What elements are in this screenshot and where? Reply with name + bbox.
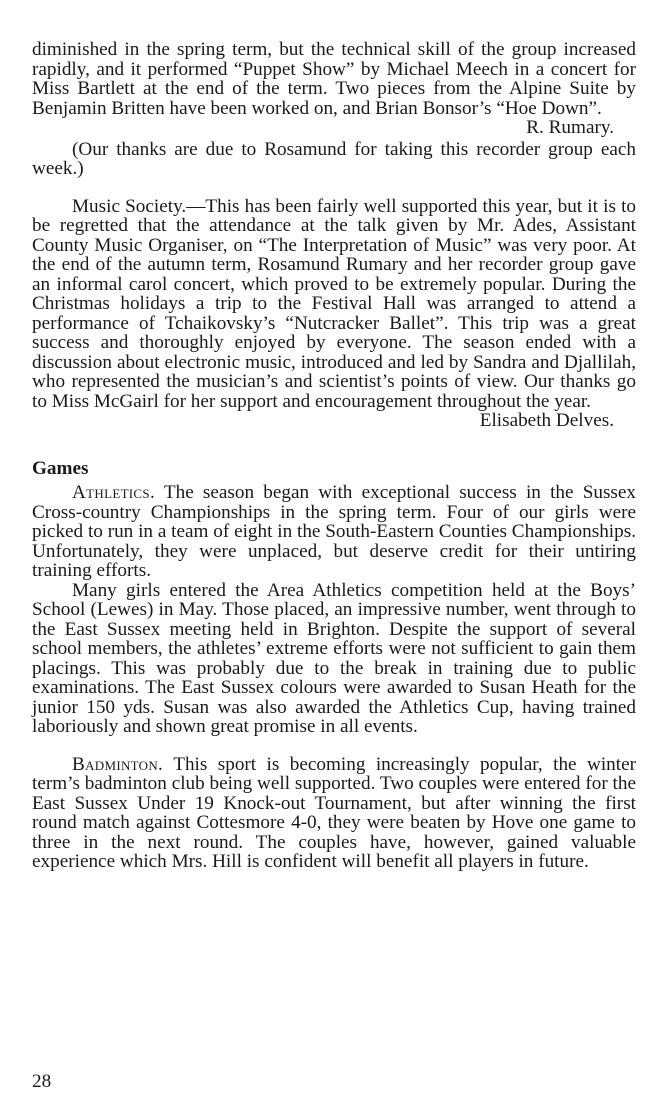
- music-society-signature: Elisabeth Delves.: [479, 410, 614, 431]
- badminton-label: Badminton.: [72, 753, 164, 775]
- athletics-paragraph-1: [32, 483, 636, 581]
- recorder-group-signature: R. Rumary.: [526, 117, 614, 138]
- page-content: [32, 40, 636, 872]
- athletics-label: Athletics.: [72, 482, 156, 503]
- badminton-paragraph: [32, 755, 636, 872]
- page-number: 28: [32, 1071, 52, 1092]
- recorder-group-continuation: diminished in the spring term, but the technical skill of the group increased rapidly, and it performed “Puppet Show” by Michael Meech in a concert for Miss Bartlett at the end of the term. Two pieces from the Alpine Suite by Benjamin Britten have been worked on, and Brian Bonsor’s “Hoe Down”.: [32, 39, 636, 119]
- athletics-paragraph-2: Many girls entered the Area Athletics competition held at the Boys’ School (Lewes) in May. Those placed, an impressive number, went through to the East Sussex meeting held in Brighton. Despite the support of several school members, the athletes’ extreme efforts were not sufficient to gain them placings. This was probably due to the break in training due to public examinations. The East Sussex colours were awarded to Susan Heath for the junior 150 yds. Susan was also awarded the Athletics Cup, having trained laboriously and shown great promise in all events.: [32, 579, 636, 737]
- music-society-paragraph: Music Society.—This has been fairly well supported this year, but it is to be regretted that the attendance at the talk given by Mr. Ades, Assistant County Music Organiser, on “The Interpretation of Music” was very poor. At the end of the autumn term, Rosamund Rumary and her recorder group gave an informal carol concert, which proved to be extremely popular. During the Christmas holidays a trip to the Festival Hall was arranged to attend a performance of Tchaikovsky’s “Nutcracker Ballet”. This trip was a great success and thoroughly enjoyed by everyone. The season ended with a discussion about electronic music, introduced and led by Sandra and Djallilah, who represented the musician’s and scientist’s points of view. Our thanks go to Miss McGairl for her support and encouragement throughout the year.: [32, 195, 636, 412]
- games-heading: Games: [32, 457, 89, 479]
- recorder-group-thanks: (Our thanks are due to Rosamund for taking this recorder group each week.): [32, 138, 636, 179]
- athletics-text-1: The season began with exceptional success in the Sussex Cross-country Championships in the spring term. Four of our girls were picked to run in a team of eight in the South-Eastern Counties Championships. Unfortunately, they were unplaced, but deserve credit for their untiring training efforts.: [32, 482, 637, 581]
- badminton-text: This sport is becoming increasingly popular, the winter term’s badminton club being well supported. Two couples were entered for the East Sussex Under 19 Knock-out Tournament, but after winning the first round match against Cottesmore 4-0, they were beaten by Hove one game to three in the next round. The couples have, however, gained valuable experience which Mrs. Hill is confident will benefit all players in future.: [32, 753, 636, 872]
